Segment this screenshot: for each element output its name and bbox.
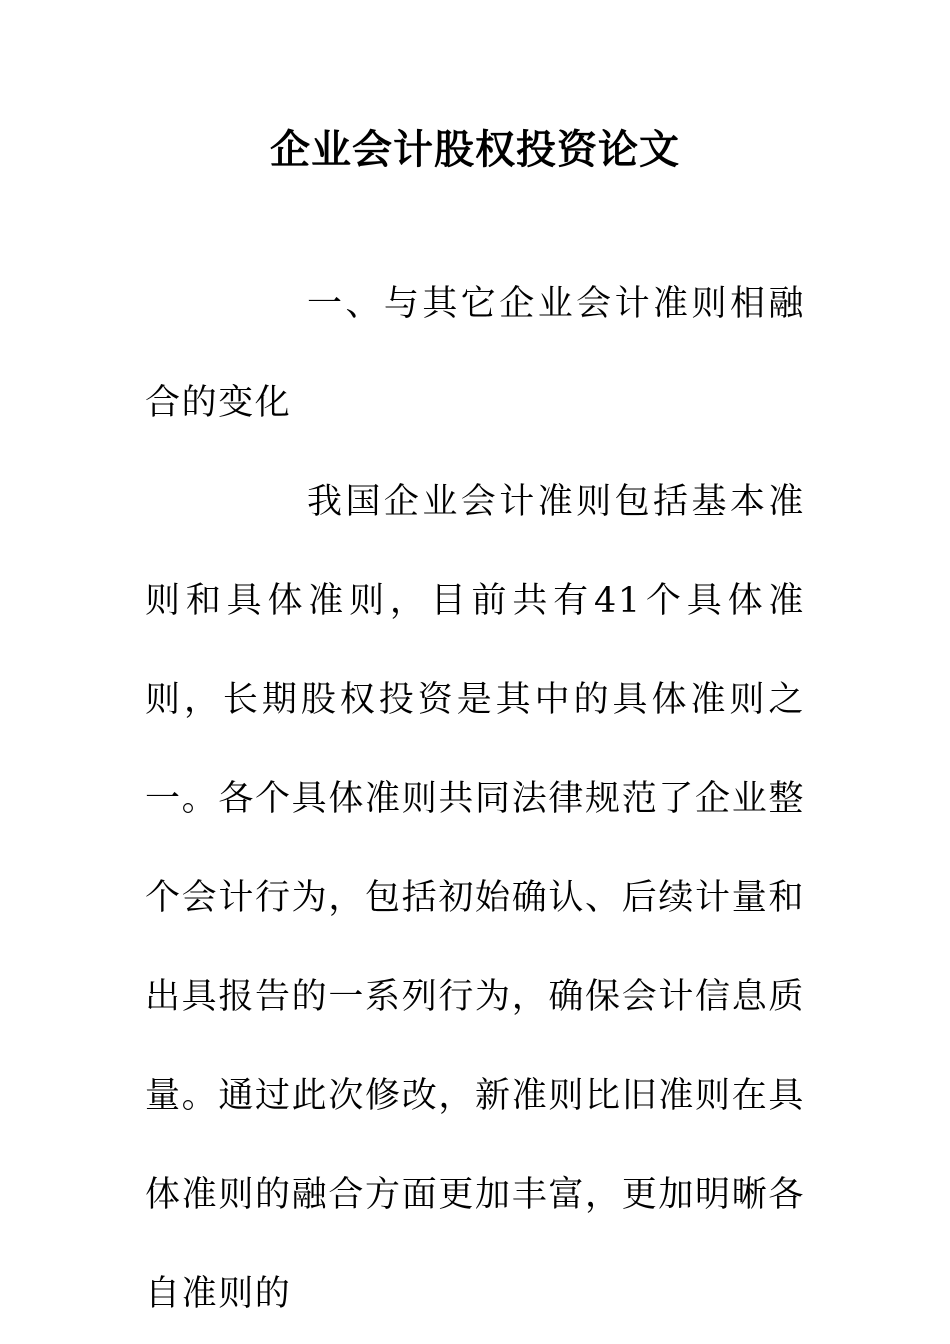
section-heading: 一、与其它企业会计准则相融合的变化 [145,284,805,423]
body-paragraph: 我国企业会计准则包括基本准则和具体准则，目前共有41个具体准则，长期股权投资是其中的具体准则之一。各个具体准则共同法律规范了企业整个会计行为，包括初始确认、后续计量和出具报告的一系列行为，确保会计信息质量。通过此次修改，新准则比旧准则在具体准则的融合方面更加丰富，更加明晰各自准则的 [145,482,805,1314]
document-title: 企业会计股权投资论文 [270,126,680,173]
document-body [145,255,805,1344]
